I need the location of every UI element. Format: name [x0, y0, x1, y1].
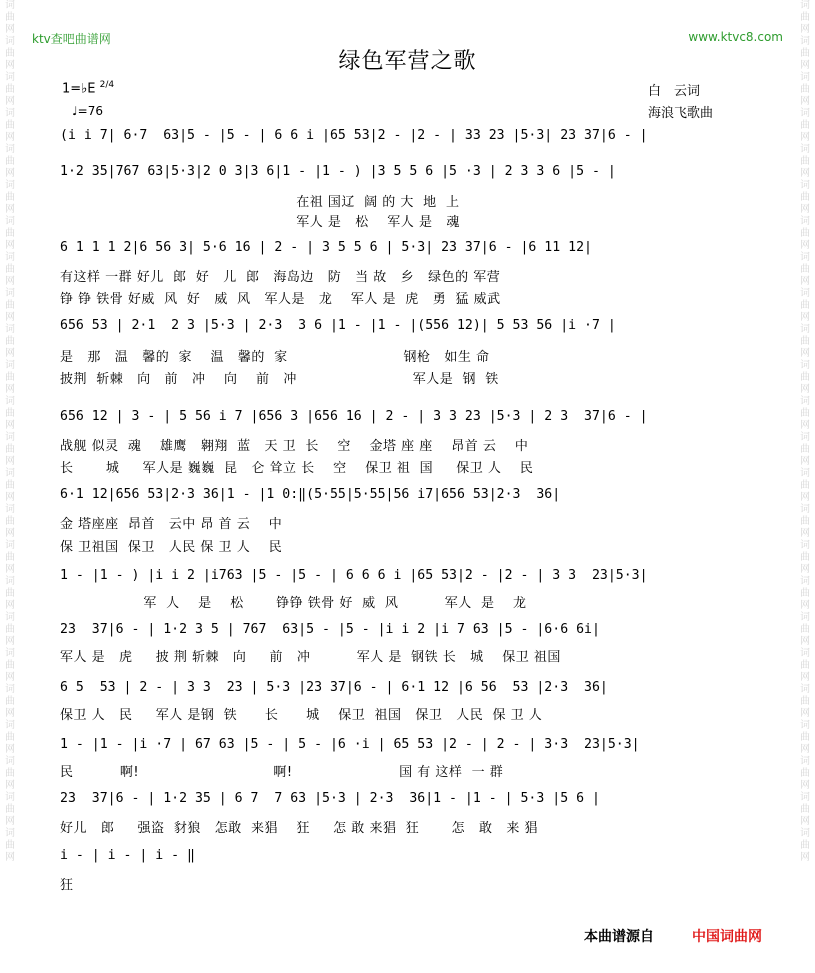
lyric-line: 是 那 温 馨的 家 温 馨的 家 钢枪 如生 命 — [60, 350, 490, 365]
side-watermark-left: 词曲网词曲网词曲网词曲网词曲网词曲网词曲网词曲网词曲网词曲网词曲网词曲网词曲网词曲网词曲网词曲网词曲网词曲网词曲网词曲网词曲网词曲网词曲网词曲网 — [5, 0, 15, 863]
notation-line: i - | i - | i - ‖ — [60, 848, 195, 863]
source-site: 中国词曲网 — [692, 929, 762, 945]
tempo-marking: ♩=76 — [72, 104, 103, 118]
notation-line: 23 37|6 - | 1·2 35 | 6 7 7 63 |5·3 | 2·3 36|1 - |1 - | 5·3 |5 6 | — [60, 791, 600, 806]
notation-line: 1 - |1 - |i ·7 | 67 63 |5 - | 5 - |6 ·i | 65 53 |2 - | 2 - | 3·3 23|5·3| — [60, 737, 640, 752]
lyric-line: 战舰 似灵 魂 雄鹰 翱翔 蓝 天 卫 长 空 金塔 座 座 昂首 云 中 — [60, 439, 529, 454]
lyric-line: 在祖 国辽 阔 的 大 地 上 — [60, 195, 460, 210]
song-title: 绿色军营之歌 — [338, 49, 477, 74]
site-url-right: www.ktvc8.com — [688, 30, 783, 44]
lyric-line: 军人 是 虎 披 荆 斩棘 向 前 冲 军人 是 钢铁 长 城 保卫 祖国 — [60, 650, 561, 665]
lyric-line: 民 啊! 啊! 国 有 这样 一 群 — [60, 765, 504, 780]
lyric-line: 金 塔座座 昂首 云中 昂 首 云 中 — [60, 517, 283, 532]
notation-line: 23 37|6 - | 1·2 3 5 | 767 63|5 - |5 - |i i 2 |i 7 63 |5 - |6·6 6i| — [60, 622, 600, 637]
lyric-line: 披荆 斩棘 向 前 冲 向 前 冲 军人是 钢 铁 — [60, 372, 499, 387]
composer-credit: 海浪飞歌曲 — [648, 106, 714, 121]
lyric-line: 保 卫祖国 保卫 人民 保 卫 人 民 — [60, 540, 283, 555]
key-signature — [62, 80, 114, 96]
side-watermark-right: 词曲网词曲网词曲网词曲网词曲网词曲网词曲网词曲网词曲网词曲网词曲网词曲网词曲网词曲网词曲网词曲网词曲网词曲网词曲网词曲网词曲网词曲网词曲网词曲网 — [800, 0, 810, 863]
notation-line: 1 - |1 - ) |i i 2 |i763 |5 - |5 - | 6 6 6 i |65 53|2 - |2 - | 3 3 23|5·3| — [60, 568, 648, 583]
notation-line: 656 12 | 3 - | 5 56 i 7 |656 3 |656 16 | 2 - | 3 3 23 |5·3 | 2 3 37|6 - | — [60, 409, 648, 424]
lyric-line: 铮 铮 铁骨 好威 风 好 威 风 军人是 龙 军人 是 虎 勇 猛 威武 — [60, 292, 501, 307]
lyric-line: 保卫 人 民 军人 是钢 铁 长 城 保卫 祖国 保卫 人民 保 卫 人 — [60, 708, 543, 723]
lyric-line: 好儿 郎 强盗 豺狼 怎敢 来猖 狂 怎 敢 来猖 狂 怎 敢 来 猖 — [60, 821, 539, 836]
lyric-line: 有这样 一群 好儿 郎 好 儿 郎 海岛边 防 当 故 乡 绿色的 军营 — [60, 270, 501, 285]
key-label: 1=♭E — [62, 81, 96, 97]
notation-line: 1·2 35|767 63|5·3|2 0 3|3 6|1 - |1 - ) |3 5 5 6 |5 ·3 | 2 3 3 6 |5 - | — [60, 164, 616, 179]
notation-line: (i i 7| 6·7 63|5 - |5 - | 6 6 i |65 53|2 - |2 - | 33 23 |5·3| 23 37|6 - | — [60, 128, 648, 143]
lyric-line: 军人 是 松 军人 是 魂 — [60, 215, 460, 230]
notation-line: 656 53 | 2·1 2 3 |5·3 | 2·3 3 6 |1 - |1 - |(556 12)| 5 53 56 |i ·7 | — [60, 318, 616, 333]
lyricist-credit: 白 云词 — [648, 84, 701, 99]
notation-line: 6 5 53 | 2 - | 3 3 23 | 5·3 |23 37|6 - | 6·1 12 |6 56 53 |2·3 36| — [60, 680, 608, 695]
site-name-left: ktv查吧曲谱网 — [32, 32, 111, 46]
notation-line: 6·1 12|656 53|2·3 36|1 - |1 0:‖(5·55|5·55|56 i7|656 53|2·3 36| — [60, 487, 561, 502]
lyric-line: 军 人 是 松 铮铮 铁骨 好 威 风 军人 是 龙 — [60, 596, 527, 611]
notation-line: 6 1 1 1 2|6 56 3| 5·6 16 | 2 - | 3 5 5 6 | 5·3| 23 37|6 - |6 11 12| — [60, 240, 592, 255]
lyric-line: 狂 — [60, 878, 74, 893]
time-signature: 2/4 — [99, 80, 115, 90]
source-label: 本曲谱源自 — [584, 929, 654, 945]
lyric-line: 长 城 军人是 巍巍 昆 仑 耸立 长 空 保卫 祖 国 保卫 人 民 — [60, 461, 534, 476]
